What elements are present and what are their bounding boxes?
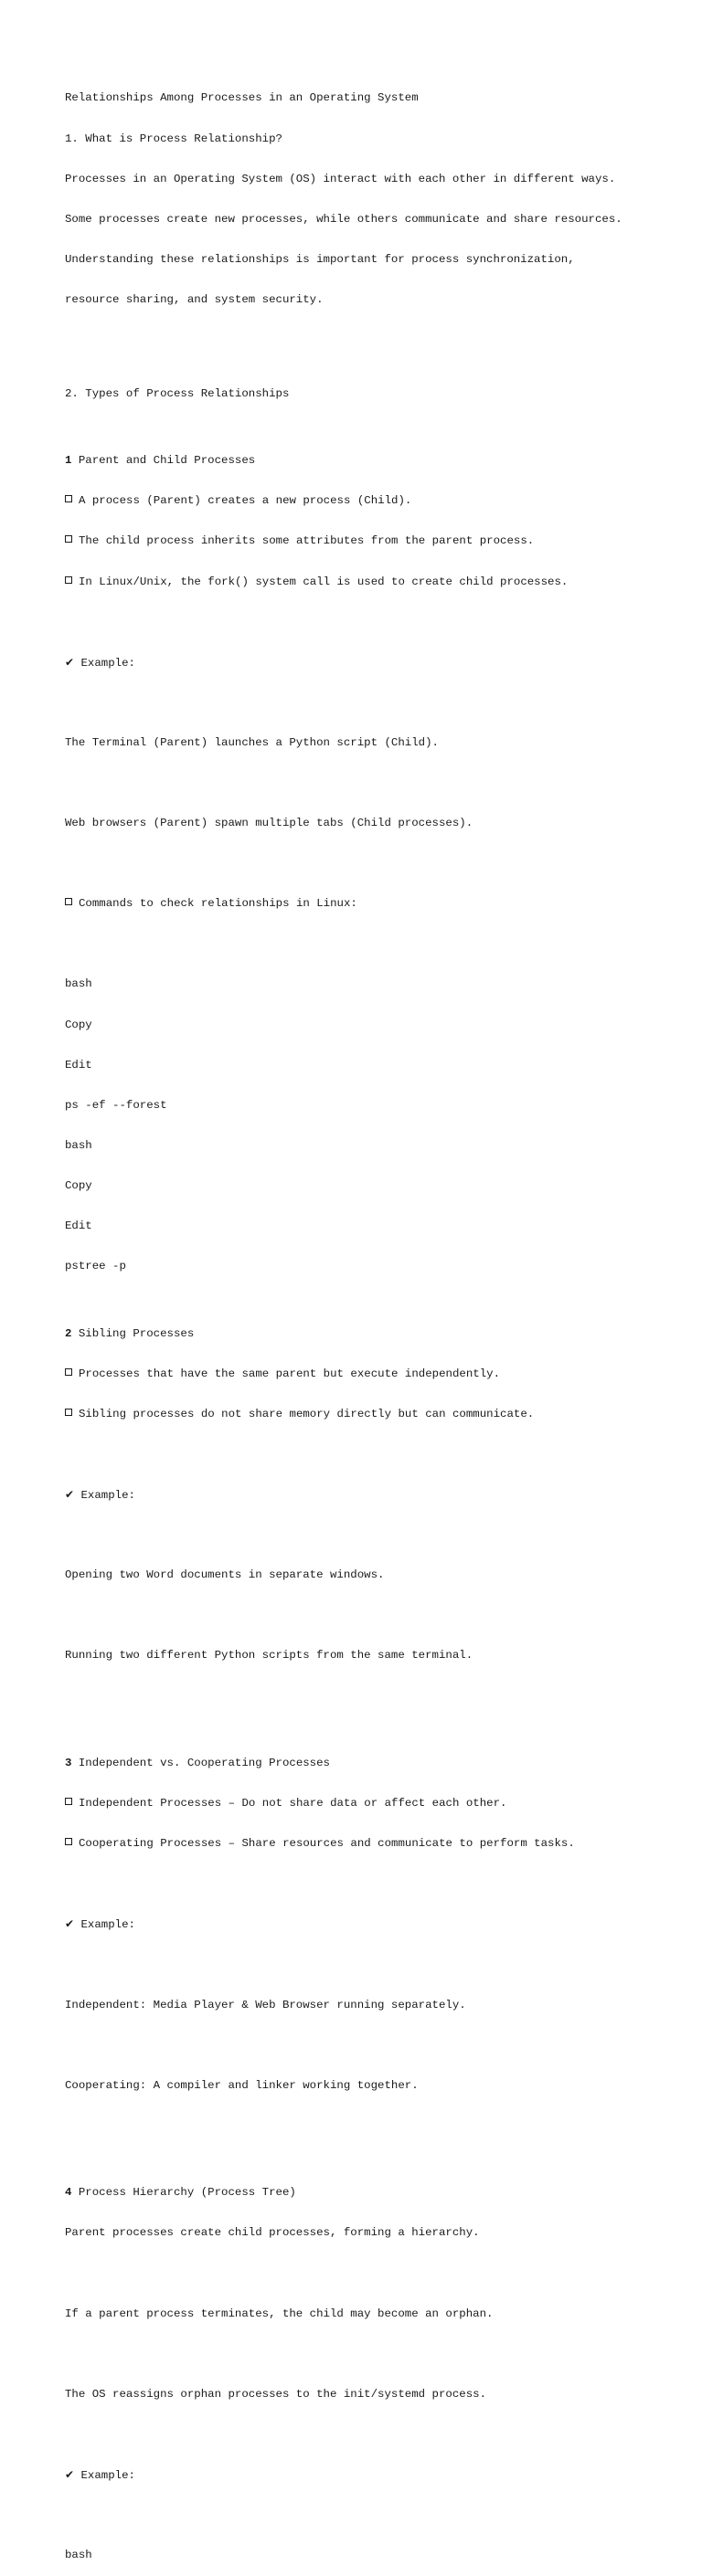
code-language-label: bash [65,1138,92,1152]
bullet-square-icon [65,495,72,502]
example-item: Independent: Media Player & Web Browser running separately. [65,1998,466,2011]
bullet-item: Processes that have the same parent but execute independently. [65,1367,668,1381]
bullet-item: Cooperating Processes – Share resources and communicate to perform tasks. [65,1837,668,1851]
code-line: ps -ef --forest [65,1098,167,1112]
section-1-paragraph-line: resource sharing, and system security. [65,292,324,306]
bullet-square-icon [65,1838,72,1845]
example-item: Web browsers (Parent) spawn multiple tabs (Child processes). [65,817,473,830]
paragraph-line: If a parent process terminates, the child may become an orphan. [65,2307,494,2320]
code-line: pstree -p [65,1260,126,1273]
commands-label: Commands to check relationships in Linux: [65,897,668,911]
subsection-heading [65,454,668,468]
subsection-heading [65,1757,668,1770]
edit-button[interactable]: Edit [65,1219,92,1233]
bullet-square-icon [65,1368,72,1376]
bullet-square-icon [65,535,72,543]
document-body [65,65,668,2576]
subsection-number: 3 [65,1756,72,1769]
document-title: Relationships Among Processes in an Operating System [65,91,419,105]
section-1-paragraph-line: Processes in an Operating System (OS) interact with each other in different ways. [65,172,616,185]
section-1-heading: 1. What is Process Relationship? [65,132,282,145]
bullet-square-icon [65,1409,72,1416]
bullet-square-icon [65,898,72,905]
checkmark-icon: ✔ [65,1917,75,1931]
example-label: ✔ Example: [65,655,135,670]
checkmark-icon: ✔ [65,2467,75,2481]
bullet-item: Sibling processes do not share memory directly but can communicate. [65,1408,668,1421]
bullet-item: Independent Processes – Do not share data or affect each other. [65,1797,668,1811]
copy-button[interactable]: Copy [65,1178,92,1192]
bullet-square-icon [65,1798,72,1805]
example-item: Opening two Word documents in separate windows. [65,1568,385,1582]
paragraph-line: Parent processes create child processes, forming a hierarchy. [65,2226,480,2240]
subsection-title: Sibling Processes [78,1326,195,1340]
subsection-title: Parent and Child Processes [78,454,256,468]
checkmark-icon: ✔ [65,655,75,669]
paragraph-line: The OS reassigns orphan processes to the init/systemd process. [65,2387,487,2401]
example-label: ✔ Example: [65,1488,135,1503]
bullet-item: A process (Parent) creates a new process (Child). [65,494,668,508]
section-1-paragraph-line: Some processes create new processes, while others communicate and share resources. [65,212,622,226]
subsection-number: 4 [65,2186,72,2200]
subsection-number: 1 [65,454,72,468]
subsection-number: 2 [65,1326,72,1340]
example-label: ✔ Example: [65,2467,135,2482]
subsection-heading [65,1327,668,1341]
bullet-item: In Linux/Unix, the fork() system call is used to create child processes. [65,575,668,589]
example-label: ✔ Example: [65,1917,135,1932]
code-language-label: bash [65,977,92,991]
example-item: The Terminal (Parent) launches a Python script (Child). [65,735,439,749]
edit-button[interactable]: Edit [65,1058,92,1072]
bullet-item: The child process inherits some attributes from the parent process. [65,534,668,548]
code-language-label: bash [65,2549,92,2562]
bullet-square-icon [65,576,72,584]
subsection-title: Process Hierarchy (Process Tree) [78,2186,296,2200]
example-item: Cooperating: A compiler and linker working together. [65,2078,419,2092]
copy-button[interactable]: Copy [65,1018,92,1031]
checkmark-icon: ✔ [65,1488,75,1502]
subsection-heading [65,2186,668,2200]
section-2-heading: 2. Types of Process Relationships [65,386,290,400]
section-1-paragraph-line: Understanding these relationships is important for process synchronization, [65,252,575,266]
example-item: Running two different Python scripts from the same terminal. [65,1649,473,1663]
subsection-title: Independent vs. Cooperating Processes [78,1756,330,1769]
